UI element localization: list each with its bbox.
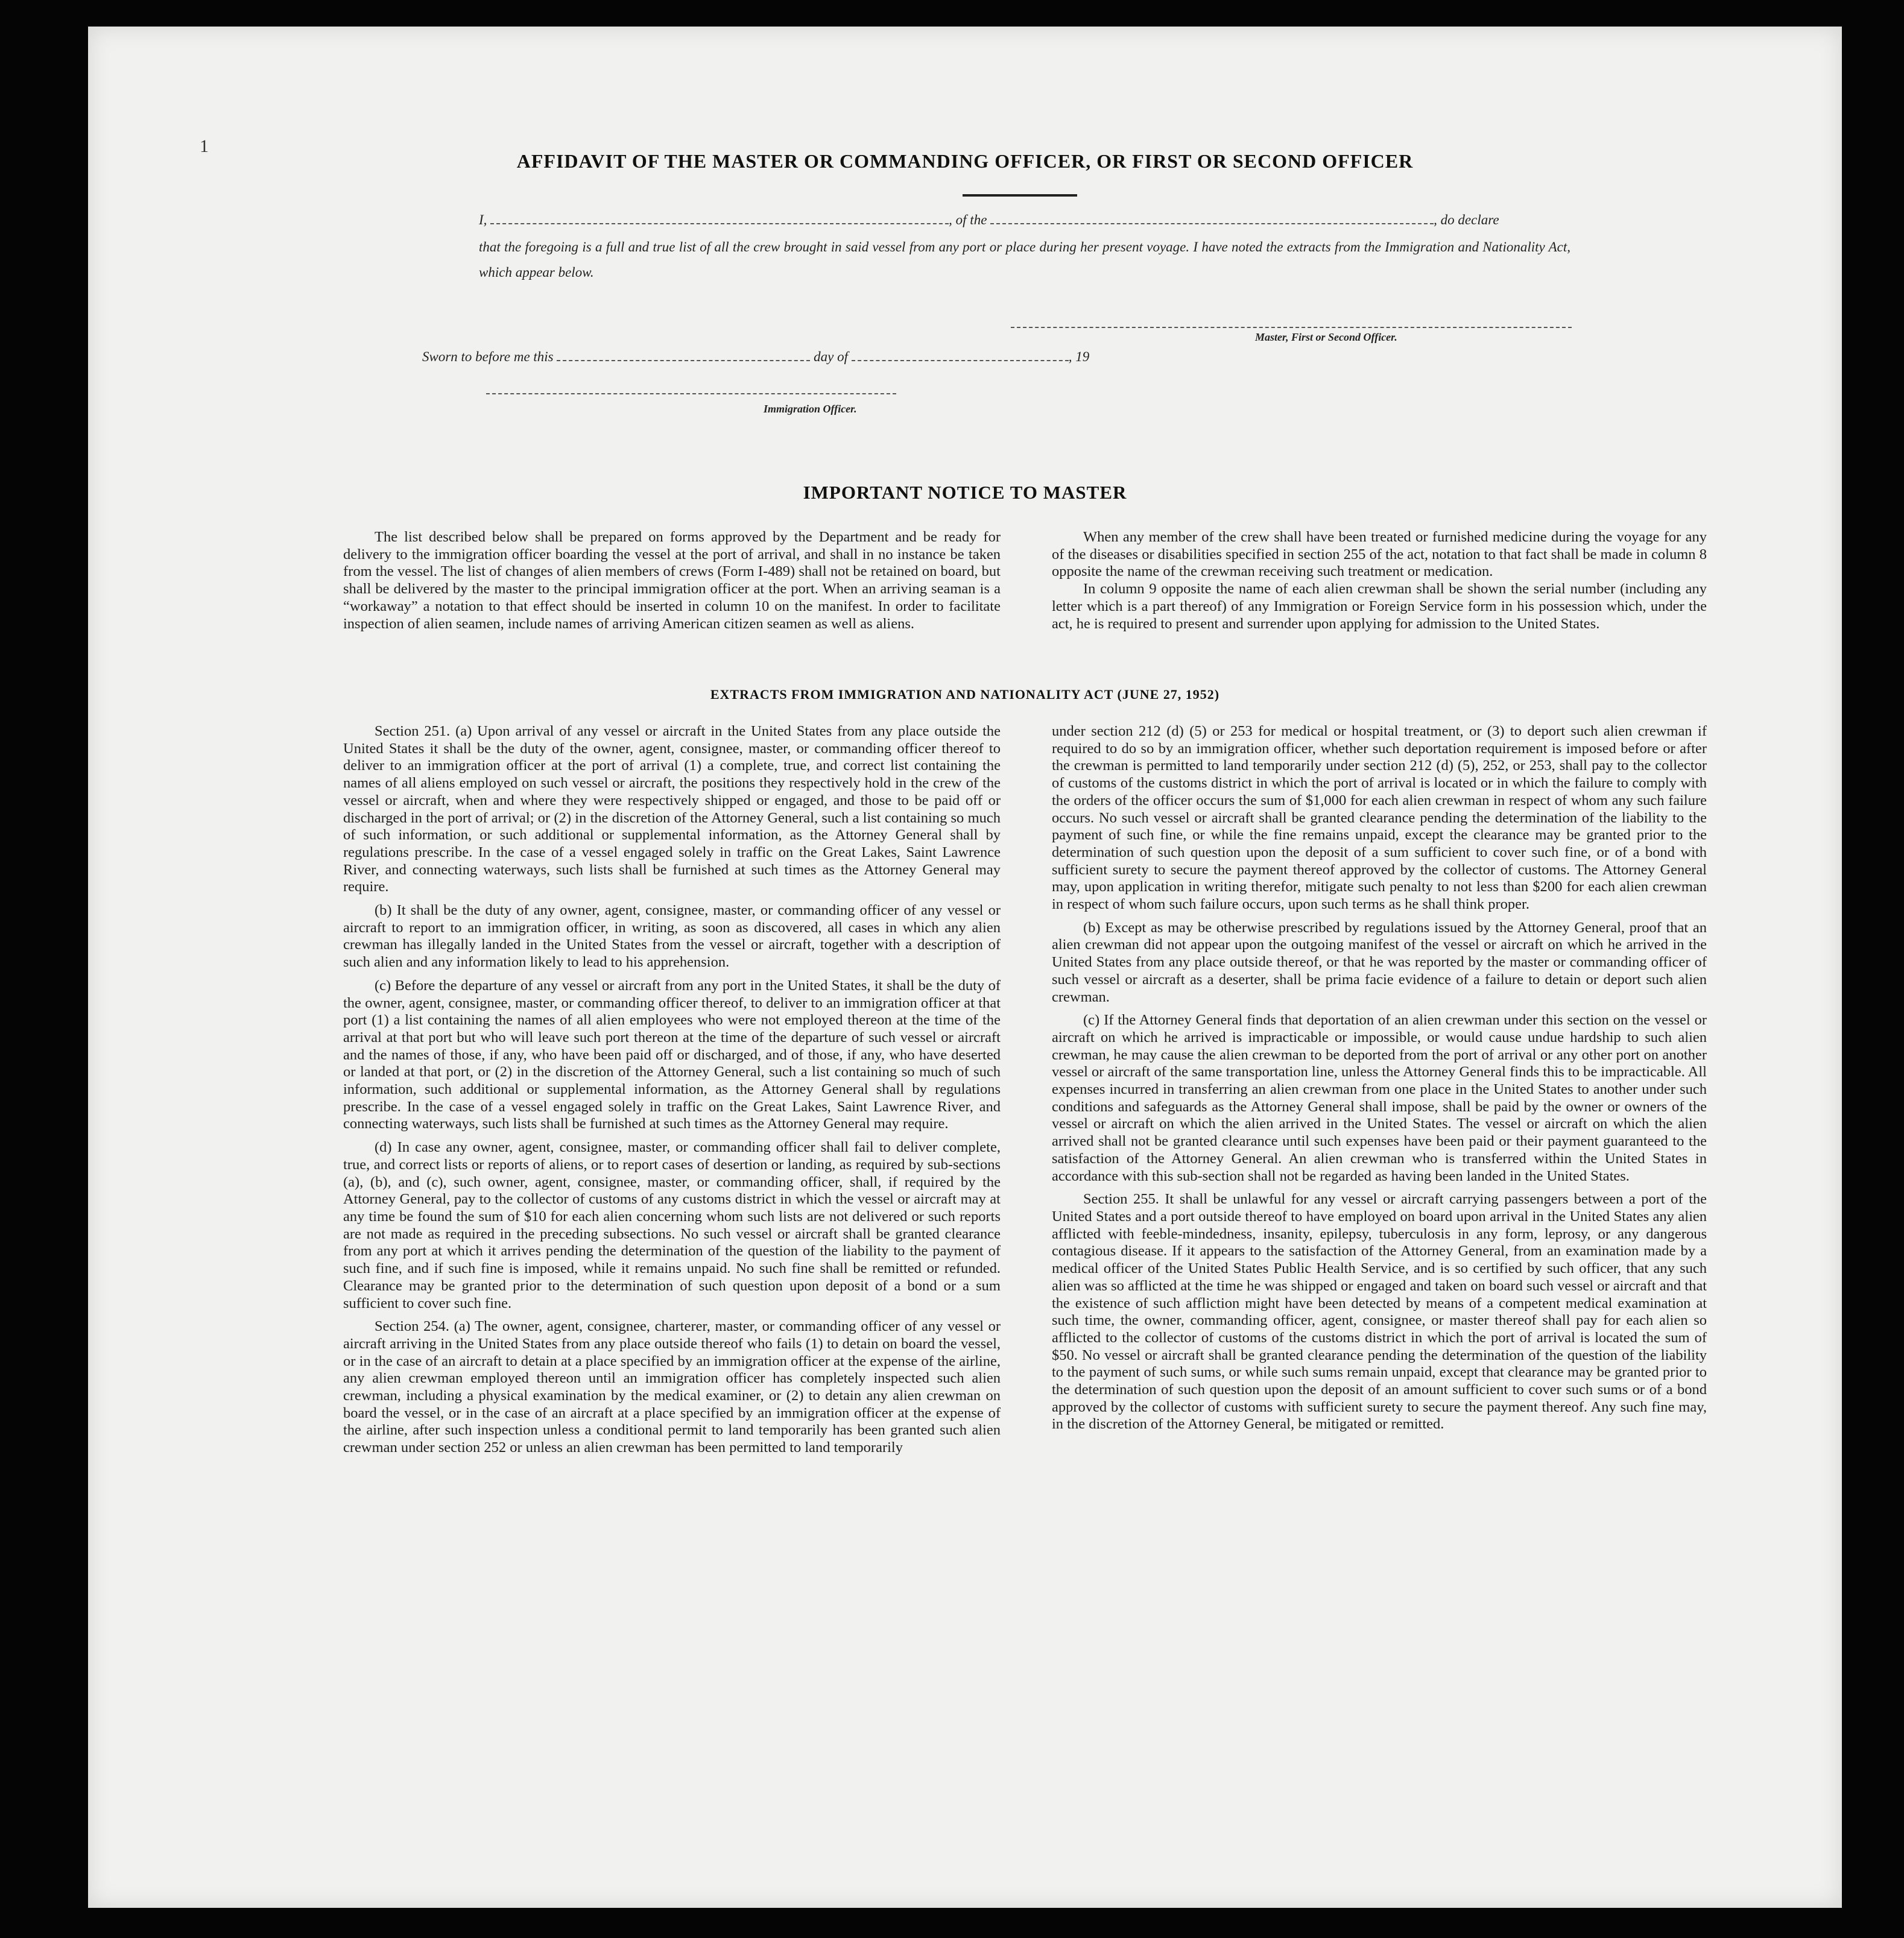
notice-paragraph: The list described below shall be prepared on forms approved by the Department and be ready for delivery to the immigration officer boarding the vessel at the port of arrival, and shall in no instance be taken from the vessel. The list of changes of alien members of crews (Form I-489) shall not be retained on board, but shall be delivered by the master to the principal immigration officer at the port. When an arriving seaman is a “workaway” a notation to that effect should be inserted in column 10 on the manifest. In order to facilitate inspection of alien seamen, include names of arriving American citizen seamen as well as aliens.	[343, 529, 1001, 632]
declaration-of-the: , of the	[949, 212, 987, 227]
master-label: Master, First or Second Officer.	[1255, 331, 1397, 343]
extracts-left-column	[343, 723, 1001, 1457]
section-254-b: (b) Except as may be otherwise prescribed by regulations issued by the Attorney General, proof that an alien crewman did not appear upon the outgoing manifest of the vessel or aircraft on which he arrived in the United States from any place outside thereof, or that he was reported by the master or commanding officer of such vessel or aircraft as a deserter, shall be prima facie evidence of a failure to detain or deport such alien crewman.	[1052, 919, 1707, 1005]
officer-signature-field[interactable]	[486, 382, 896, 394]
notice-paragraph: When any member of the crew shall have been treated or furnished medicine during the voyage for any of the diseases or disabilities specified in section 255 of the act, notation to that fact shall be made in column 8 opposite the name of the crewman receiving such treatment or medication.	[1052, 529, 1707, 580]
sworn-year: , 19	[1068, 349, 1090, 364]
notice-paragraph: In column 9 opposite the name of each alien crewman shall be shown the serial number (including any letter which is a part thereof) of any Immigration or Foreign Service form in his possession which, under the act, he is required to present and surrender upon applying for admission to the United States.	[1052, 581, 1707, 632]
officer-label: Immigration Officer.	[764, 403, 857, 415]
section-251-b: (b) It shall be the duty of any owner, agent, consignee, master, or commanding officer of any vessel or aircraft to report to an immigration officer, in writing, as soon as discovered, all cases in which any alien crewman has illegally landed in the United States from the vessel or aircraft, together with a description of such alien and any information likely to lead to his apprehension.	[343, 902, 1001, 971]
declaration-do-declare: , do declare	[1434, 212, 1499, 227]
vessel-field[interactable]	[990, 212, 1434, 224]
sworn-month-field[interactable]	[852, 349, 1069, 361]
declaration-text: that the foregoing is a full and true list of all the crew brought in said vessel from any port or place during her present voyage. I have noted the extracts from the Immigration and Nationality Act, which appear below.	[479, 239, 1570, 280]
declaration-line	[479, 207, 1570, 233]
extracts-right-column	[1052, 723, 1707, 1433]
notice-right-column	[1052, 529, 1707, 633]
notice-title: IMPORTANT NOTICE TO MASTER	[803, 482, 1127, 503]
notice-left-column	[343, 529, 1001, 633]
title-rule	[963, 194, 1077, 197]
section-255: Section 255. It shall be unlawful for any vessel or aircraft carrying passengers between a port of the United States and a port outside thereof to have employed on board upon arrival in the United States any alien afflicted with feeble-mindedness, insanity, epilepsy, tuberculosis in any form, leprosy, or any dangerous contagious disease. If it appears to the satisfaction of the Attorney General, from an examination made by a medical officer of the United States Public Health Service, and is so certified by such officer, that any such alien was so afflicted at the time he was shipped or engaged and taken on board such vessel or aircraft and that the existence of such affliction might have been detected by means of a competent medical examination at such time, the owner, commanding officer, agent, consignee, or master thereof shall pay for each alien so afflicted to the collector of customs of the customs district in which the port of arrival is located the sum of $50. No vessel or aircraft shall be granted clearance pending the determination of the question of the liability to the payment of such sums, or while such sums remain unpaid, except that clearance may be granted prior to the determination of such question upon the deposit of an amount sufficient to cover such sums or of a bond approved by the collector of customs with sufficient surety to secure the payment thereof. Any such fine may, in the discretion of the Attorney General, be mitigated or remitted.	[1052, 1191, 1707, 1433]
sworn-line	[422, 344, 1387, 370]
name-field[interactable]	[490, 212, 949, 224]
page-mark: 1	[200, 136, 209, 156]
section-251-c: (c) Before the departure of any vessel or aircraft from any port in the United States, it shall be the duty of the owner, agent, consignee, master, or commanding officer thereof, to deliver to an immigration officer at that port (1) a list containing the names of all alien employees who were not employed thereon at the time of the arrival at that port but who will leave such port thereon at the time of the departure of such vessel or aircraft and the names of those, if any, who have been paid off or discharged, and of those, if any, who have deserted or landed at that port, or (2) in the discretion of the Attorney General, such a list containing so much of such information, such additional or supplemental information, as the Attorney General shall by regulations prescribe. In the case of a vessel engaged solely in traffic on the Great Lakes, Saint Lawrence River, and connecting waterways, such lists shall be furnished at such times as the Attorney General may require.	[343, 977, 1001, 1132]
document-sheet	[88, 27, 1842, 1908]
affidavit-title: AFFIDAVIT OF THE MASTER OR COMMANDING OFFICER, OR FIRST OR SECOND OFFICER	[516, 150, 1414, 172]
section-251-d: (d) In case any owner, agent, consignee, master, or commanding officer shall fail to deliver complete, true, and correct lists or reports of aliens, or to report cases of desertion or landing, as required by sub-sections (a), (b), and (c), such owner, agent, consignee, master, or commanding officer, shall, if required by the Attorney General, pay to the collector of customs of any customs district in which the vessel or aircraft may at any time be found the sum of $10 for each alien concerning whom such lists are not delivered or such reports are not made as required in the preceding subsections. No such vessel or aircraft shall be granted clearance from any port at which it arrives pending the determination of the question of the liability to the payment of such fine, and if such fine is imposed, while it remains unpaid. No such fine shall be remitted or refunded. Clearance may be granted prior to the determination of such question upon deposit of a bond or a sum sufficient to cover such fine.	[343, 1139, 1001, 1311]
section-254-a: Section 254. (a) The owner, agent, consignee, charterer, master, or commanding officer of any vessel or aircraft arriving in the United States from any place outside thereof who fails (1) to detain on board the vessel, or in the case of an aircraft to detain at a place specified by an immigration officer at the expense of the airline, any alien crewman employed thereon until an immigration officer has completely inspected such alien crewman, including a physical examination by the medical examiner, or (2) to detain any alien crewman on board the vessel, or in the case of an aircraft at a place specified by an immigration officer at the expense of the airline, after such inspection unless a conditional permit to land temporarily has been granted such alien crewman under section 252 or unless an alien crewman has been permitted to land temporarily	[343, 1318, 1001, 1456]
section-254-a-cont: under section 212 (d) (5) or 253 for medical or hospital treatment, or (3) to deport such alien crewman if required to do so by an immigration officer, whether such deportation requirement is imposed before or after the crewman is permitted to land temporarily under section 212 (d) (5), 252, or 253, shall pay to the collector of customs of the customs district in which the port of arrival is located or in which the failure to comply with the orders of the officer occurs the sum of $1,000 for each alien crewman in respect of whom any such failure occurs. No such vessel or aircraft shall be granted clearance pending the determination of the liability to the payment of such fine, or while the fine remains unpaid, except the clearance may be granted prior to the determination of such question upon the deposit of a sum sufficient to cover such fine, or of a bond with sufficient surety to secure the payment thereof approved by the collector of customs. The Attorney General may, upon application in writing therefor, mitigate such penalty to not less than $200 for each alien crewman in respect of whom such failure occurs, upon such terms as he shall think proper.	[1052, 723, 1707, 913]
master-signature-field[interactable]	[1011, 316, 1572, 328]
sworn-before: Sworn to before me this	[422, 349, 554, 364]
extracts-title: EXTRACTS FROM IMMIGRATION AND NATIONALITY ACT (JUNE 27, 1952)	[710, 687, 1220, 702]
section-254-c: (c) If the Attorney General finds that deportation of an alien crewman under this section on the vessel or aircraft on which he arrived is impracticable or impossible, or would cause undue hardship to such alien crewman, he may cause the alien crewman to be deported from the port of arrival or any other port on another vessel or aircraft of the same transportation line, unless the Attorney General finds this to be impracticable. All expenses incurred in transferring an alien crewman from one place in the United States to another under such conditions and safeguards as the Attorney General shall impose, shall be paid by the owner or owners of the vessel or aircraft on which the alien arrived in the United States. The vessel or aircraft on which the alien arrived shall not be granted clearance until such expenses have been paid or their payment guaranteed to the satisfaction of the Attorney General. An alien crewman who is transferred within the United States in accordance with this sub-section shall not be regarded as having been landed in the United States.	[1052, 1012, 1707, 1184]
sworn-day-of: day of	[814, 349, 848, 364]
declaration-i: I,	[479, 212, 487, 227]
sworn-day-field[interactable]	[557, 349, 810, 361]
section-251-a: Section 251. (a) Upon arrival of any vessel or aircraft in the United States from any place outside the United States it shall be the duty of the owner, agent, consignee, master, or commanding officer thereof to deliver to an immigration officer at the port of arrival (1) a complete, true, and correct list containing the names of all aliens employed on such vessel or aircraft, the positions they respectively hold in the crew of the vessel or aircraft, when and where they were respectively shipped or engaged, and those to be paid off or discharged in the port of arrival; or (2) in the discretion of the Attorney General, such a list containing so much of such information, or such additional or supplemental information, as the Attorney General shall by regulations prescribe. In the case of a vessel engaged solely in traffic on the Great Lakes, Saint Lawrence River, and connecting waterways, such lists shall be furnished at such times as the Attorney General may require.	[343, 723, 1001, 895]
